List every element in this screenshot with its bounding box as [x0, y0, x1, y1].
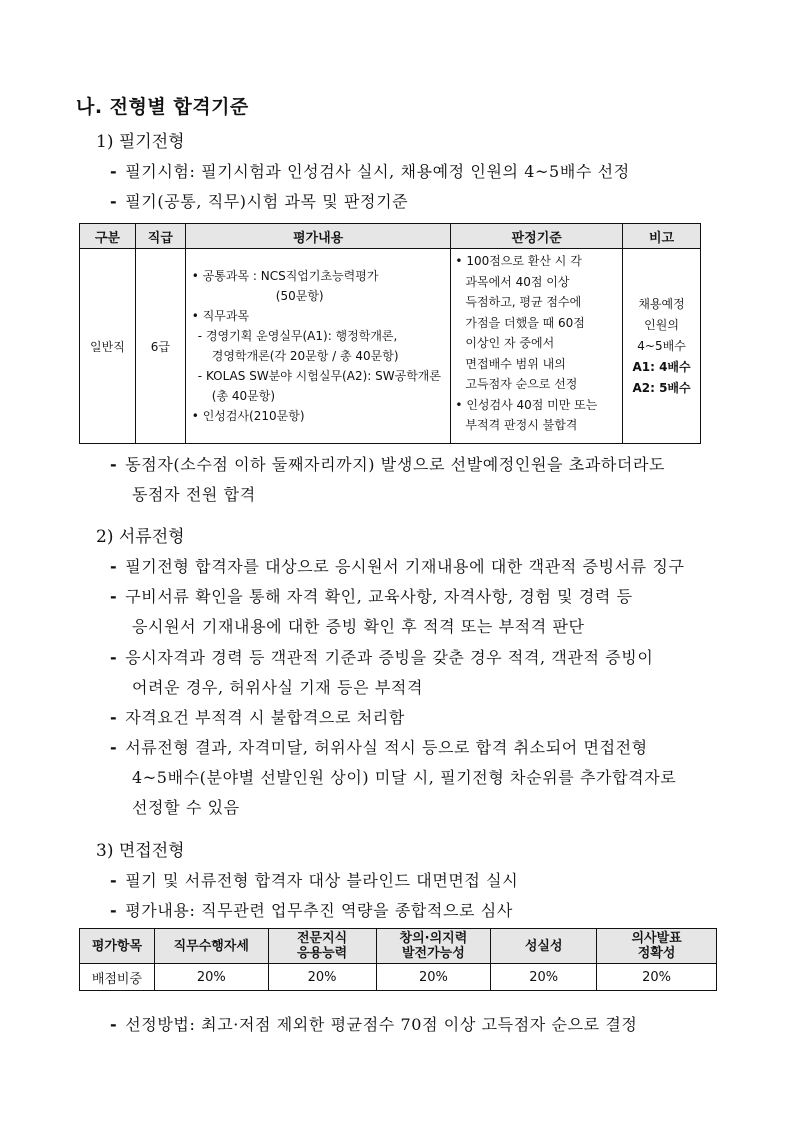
interview-heading: 3) 면접전형: [96, 841, 185, 861]
note-cell: [623, 249, 701, 444]
table-row: [80, 964, 717, 991]
document-bullet-3: - 응시자격과 경력 등 객관적 기준과 증빙을 갖춘 경우 적격, 객관적 증빙이: [110, 648, 654, 667]
written-criteria-table: [79, 223, 701, 444]
interview-bullet-3: - 선정방법: 최고·저점 제외한 평균점수 70점 이상 고득점자 순으로 결정: [110, 1015, 638, 1034]
table-header: 비고: [623, 224, 701, 249]
document-bullet-2: - 구비서류 확인을 통해 자격 확인, 교육사항, 자격사항, 경험 및 경력 등: [110, 587, 633, 606]
criteria-line: 이상인 자 중에서: [465, 336, 555, 350]
note-line: 4~5배수: [637, 338, 686, 353]
criteria-line: 부적격 판정시 불합격: [465, 418, 578, 432]
grade-cell: 6급: [135, 249, 185, 444]
written-bullet-1: - 필기시험: 필기시험과 인성검사 실시, 채용예정 인원의 4~5배수 선정: [110, 162, 630, 181]
eval-line: (50문항): [275, 289, 324, 303]
interview-bullet-2: - 평가내용: 직무관련 업무추진 역량을 종합적으로 심사: [110, 901, 513, 920]
eval-line: - 경영기획 운영실무(A1): 행정학개론,: [197, 329, 398, 343]
category-cell: 일반직: [80, 249, 136, 444]
interview-bullet-1: - 필기 및 서류전형 합격자 대상 블라인드 대면면접 실시: [110, 871, 519, 890]
criteria-line: 가점을 더했을 때 60점: [465, 315, 585, 330]
eval-line: • 직무과목: [191, 309, 250, 323]
criteria-line: 득점하고, 평균 점수에: [465, 295, 582, 309]
evaluation-content-cell: [185, 249, 451, 444]
tie-rule-line-2: 동점자 전원 합격: [132, 485, 256, 504]
table-header: 평가항목: [80, 929, 155, 964]
note-line: 채용예정: [638, 296, 685, 311]
written-bullet-2: - 필기(공통, 직무)시험 과목 및 판정기준: [110, 192, 409, 211]
table-header: 직급: [135, 224, 185, 249]
table-header: 직무수행자세: [154, 929, 268, 964]
table-header: 구분: [80, 224, 136, 249]
criteria-line: • 100점으로 환산 시 각: [455, 254, 582, 268]
eval-line: 경영학개론(각 20문항 / 총 40문항): [211, 349, 399, 363]
eval-line: - KOLAS SW분야 시험실무(A2): SW공학개론: [197, 369, 441, 383]
document-bullet-5-cont-1: 4~5배수(분야별 선발인원 상이) 미달 시, 필기전형 차순위를 추가합격자로: [132, 768, 677, 787]
criteria-line: 고득점자 순으로 선정: [465, 377, 578, 391]
table-header: 평가내용: [185, 224, 451, 249]
table-header: 전문지식 응용능력: [268, 929, 376, 964]
weight-cell: 20%: [376, 964, 491, 991]
note-line: 인원의: [644, 317, 679, 332]
document-bullet-2-cont: 응시원서 기재내용에 대한 증빙 확인 후 적격 또는 부적격 판단: [132, 617, 585, 636]
weight-cell: 20%: [154, 964, 268, 991]
document-bullet-5-cont-2: 선정할 수 있음: [132, 798, 240, 817]
table-header: 판정기준: [451, 224, 623, 249]
section-title: 나. 전형별 합격기준: [76, 96, 249, 118]
eval-line: (총 40문항): [211, 389, 276, 403]
interview-weight-table: [79, 928, 717, 991]
table-header: 성실성: [491, 929, 597, 964]
criteria-line: • 인성검사 40점 미만 또는: [455, 397, 598, 412]
table-header: 창의·의지력 발전가능성: [376, 929, 491, 964]
criteria-line: 과목에서 40점 이상: [465, 274, 570, 289]
eval-line: • 인성검사(210문항): [191, 409, 305, 423]
document-bullet-4: - 자격요건 부적격 시 불합격으로 처리함: [110, 708, 405, 727]
document-heading: 2) 서류전형: [96, 527, 185, 547]
criteria-line: 면접배수 범위 내의: [465, 356, 566, 371]
document-bullet-5: - 서류전형 결과, 자격미달, 허위사실 적시 등으로 합격 취소되어 면접전형: [110, 738, 648, 757]
weight-cell: 20%: [491, 964, 597, 991]
note-line-a1: A1: 4배수: [632, 359, 691, 374]
table-header: 의사발표 정확성: [597, 929, 717, 964]
written-heading: 1) 필기전형: [96, 132, 185, 152]
eval-line: • 공통과목 : NCS직업기초능력평가: [191, 269, 379, 283]
note-line-a2: A2: 5배수: [632, 380, 691, 395]
row-label: 배점비중: [80, 964, 155, 991]
tie-rule-line-1: - 동점자(소수점 이하 둘째자리까지) 발생으로 선발예정인원을 초과하더라도: [110, 455, 666, 474]
weight-cell: 20%: [597, 964, 717, 991]
document-bullet-3-cont: 어려운 경우, 허위사실 기재 등은 부적격: [132, 678, 424, 697]
criteria-cell: [451, 249, 623, 444]
document-bullet-1: - 필기전형 합격자를 대상으로 응시원서 기재내용에 대한 객관적 증빙서류 징구: [110, 557, 685, 576]
weight-cell: 20%: [268, 964, 376, 991]
